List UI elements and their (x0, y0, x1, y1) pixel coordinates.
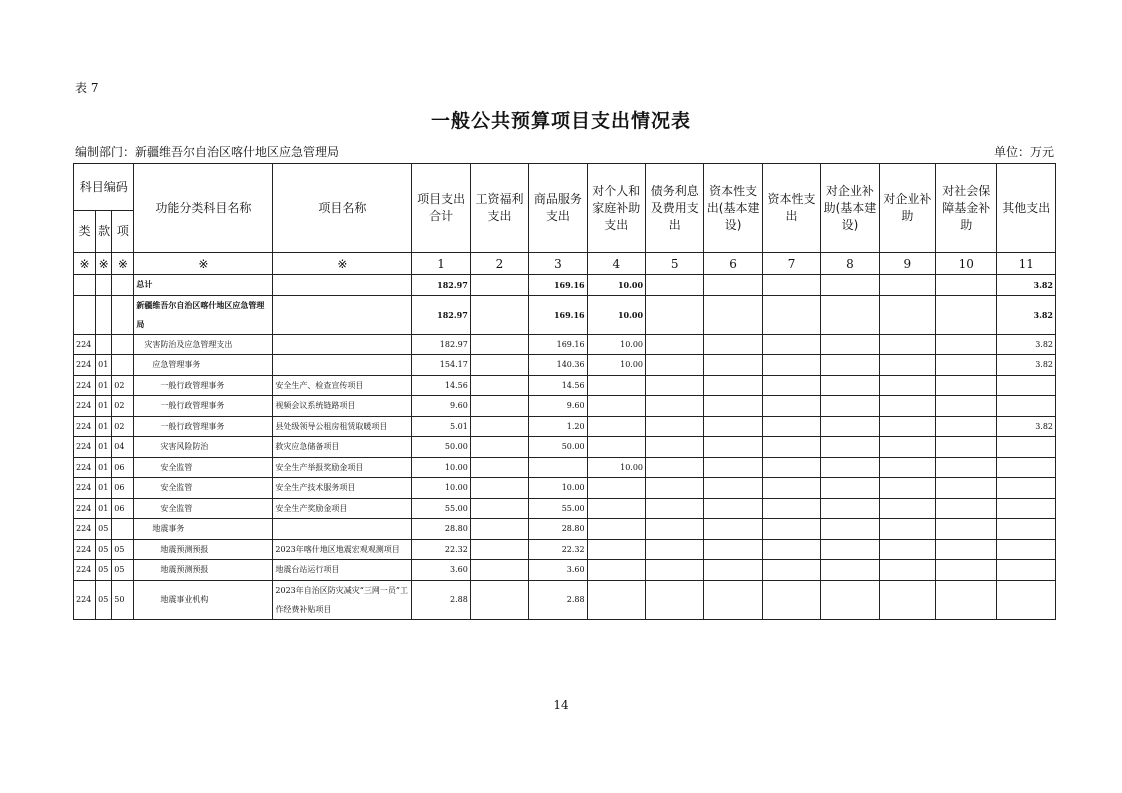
cell-c8 (821, 295, 879, 334)
cell-func: 地震事务 (134, 519, 273, 540)
table-row (74, 396, 1056, 417)
cell-c11: 3.82 (997, 355, 1056, 376)
cell-c2 (470, 416, 528, 437)
cell-kuan (96, 334, 112, 355)
cell-c6 (704, 355, 762, 376)
cell-kuan: 01 (96, 375, 112, 396)
cell-c5 (646, 334, 704, 355)
column-index-cell: ※ (134, 253, 273, 275)
cell-c5 (646, 396, 704, 417)
cell-lei: 224 (74, 580, 96, 619)
cell-c11 (997, 580, 1056, 619)
cell-c8 (821, 519, 879, 540)
cell-c2 (470, 334, 528, 355)
cell-c8 (821, 396, 879, 417)
cell-c2 (470, 519, 528, 540)
header-lei: 类 (74, 211, 96, 253)
cell-c9 (879, 437, 935, 458)
cell-xiang: 06 (112, 478, 134, 499)
cell-c11: 3.82 (997, 295, 1056, 334)
column-index-cell: 7 (762, 253, 820, 275)
cell-proj: 2023年自治区防灾减灾“三网一员”工作经费补贴项目 (273, 580, 412, 619)
cell-func: 安全监管 (134, 478, 273, 499)
cell-c8 (821, 539, 879, 560)
cell-c4 (587, 437, 645, 458)
cell-func: 总计 (134, 275, 273, 296)
cell-c1: 50.00 (412, 437, 470, 458)
table-row (74, 437, 1056, 458)
cell-c10 (936, 295, 997, 334)
cell-c10 (936, 498, 997, 519)
cell-kuan: 01 (96, 498, 112, 519)
cell-c6 (704, 580, 762, 619)
cell-c3: 169.16 (529, 295, 587, 334)
cell-c3: 2.88 (529, 580, 587, 619)
page-title: 一般公共预算项目支出情况表 (430, 110, 691, 132)
cell-c4: 10.00 (587, 457, 645, 478)
cell-c2 (470, 275, 528, 296)
cell-c9 (879, 416, 935, 437)
cell-kuan: 01 (96, 355, 112, 376)
cell-func: 一般行政管理事务 (134, 416, 273, 437)
cell-c10 (936, 457, 997, 478)
cell-xiang: 50 (112, 580, 134, 619)
header-c4: 对个人和家庭补助支出 (587, 164, 645, 253)
cell-c2 (470, 560, 528, 581)
cell-c7 (762, 355, 820, 376)
cell-c11 (997, 375, 1056, 396)
column-index-cell: 2 (470, 253, 528, 275)
cell-lei: 224 (74, 478, 96, 499)
cell-c7 (762, 416, 820, 437)
cell-c1: 5.01 (412, 416, 470, 437)
cell-c1: 10.00 (412, 457, 470, 478)
cell-c4: 10.00 (587, 275, 645, 296)
cell-c9 (879, 478, 935, 499)
cell-c2 (470, 375, 528, 396)
header-c3: 商品服务支出 (529, 164, 587, 253)
column-index-cell: 3 (529, 253, 587, 275)
cell-c7 (762, 478, 820, 499)
cell-kuan: 01 (96, 416, 112, 437)
cell-c10 (936, 416, 997, 437)
cell-xiang (112, 275, 134, 296)
cell-xiang (112, 355, 134, 376)
cell-c7 (762, 437, 820, 458)
cell-func: 地震预测预报 (134, 560, 273, 581)
cell-lei: 224 (74, 437, 96, 458)
cell-c3: 55.00 (529, 498, 587, 519)
cell-c1: 10.00 (412, 478, 470, 499)
table-number: 表 7 (75, 81, 99, 95)
cell-c4 (587, 396, 645, 417)
cell-c3: 10.00 (529, 478, 587, 499)
cell-c9 (879, 355, 935, 376)
cell-c9 (879, 375, 935, 396)
cell-c3 (529, 457, 587, 478)
cell-c8 (821, 560, 879, 581)
cell-kuan (96, 275, 112, 296)
cell-c8 (821, 478, 879, 499)
cell-c9 (879, 560, 935, 581)
column-index-row (74, 253, 1056, 275)
cell-c10 (936, 355, 997, 376)
cell-c10 (936, 437, 997, 458)
table-row (74, 416, 1056, 437)
cell-c11 (997, 396, 1056, 417)
total-row (74, 275, 1056, 296)
header-subject-code: 科目编码 (74, 164, 134, 211)
cell-c7 (762, 375, 820, 396)
cell-c1: 28.80 (412, 519, 470, 540)
cell-c8 (821, 355, 879, 376)
cell-c3: 3.60 (529, 560, 587, 581)
table-row (74, 355, 1056, 376)
cell-xiang: 02 (112, 375, 134, 396)
cell-func: 灾害风险防治 (134, 437, 273, 458)
header-func-name: 功能分类科目名称 (134, 164, 273, 253)
header-proj-name: 项目名称 (273, 164, 412, 253)
cell-c4 (587, 519, 645, 540)
table-row (74, 457, 1056, 478)
table-row (74, 478, 1056, 499)
cell-xiang: 04 (112, 437, 134, 458)
cell-xiang: 02 (112, 396, 134, 417)
cell-c2 (470, 580, 528, 619)
cell-c10 (936, 334, 997, 355)
cell-c1: 2.88 (412, 580, 470, 619)
column-index-cell: 5 (646, 253, 704, 275)
cell-c10 (936, 275, 997, 296)
cell-xiang: 02 (112, 416, 134, 437)
cell-c8 (821, 498, 879, 519)
cell-c9 (879, 539, 935, 560)
cell-c2 (470, 295, 528, 334)
cell-c8 (821, 580, 879, 619)
cell-c11 (997, 478, 1056, 499)
cell-c5 (646, 478, 704, 499)
cell-c11: 3.82 (997, 275, 1056, 296)
cell-proj: 视频会议系统链路项目 (273, 396, 412, 417)
cell-c1: 154.17 (412, 355, 470, 376)
cell-proj: 地震台站运行项目 (273, 560, 412, 581)
cell-c5 (646, 416, 704, 437)
cell-c6 (704, 478, 762, 499)
cell-c11 (997, 498, 1056, 519)
column-index-cell: 6 (704, 253, 762, 275)
column-index-cell: 4 (587, 253, 645, 275)
cell-xiang: 05 (112, 560, 134, 581)
cell-proj: 安全生产奖励金项目 (273, 498, 412, 519)
cell-c4 (587, 416, 645, 437)
cell-kuan: 01 (96, 396, 112, 417)
cell-c1: 182.97 (412, 295, 470, 334)
cell-kuan: 01 (96, 437, 112, 458)
unit-label: 单位：万元 (993, 145, 1054, 159)
cell-c10 (936, 396, 997, 417)
cell-c10 (936, 580, 997, 619)
cell-proj (273, 295, 412, 334)
cell-lei: 224 (74, 457, 96, 478)
cell-proj: 2023年喀什地区地震宏观观测项目 (273, 539, 412, 560)
cell-c7 (762, 519, 820, 540)
cell-c4 (587, 580, 645, 619)
header-c11: 其他支出 (997, 164, 1056, 253)
cell-c6 (704, 375, 762, 396)
cell-c7 (762, 295, 820, 334)
cell-xiang (112, 295, 134, 334)
cell-c4 (587, 539, 645, 560)
cell-c6 (704, 295, 762, 334)
cell-lei: 224 (74, 375, 96, 396)
cell-c1: 182.97 (412, 334, 470, 355)
header-c7: 资本性支出 (762, 164, 820, 253)
column-index-cell: ※ (74, 253, 96, 275)
cell-c1: 182.97 (412, 275, 470, 296)
header-c2: 工资福利支出 (470, 164, 528, 253)
cell-xiang (112, 334, 134, 355)
cell-c2 (470, 498, 528, 519)
cell-c6 (704, 457, 762, 478)
cell-c8 (821, 457, 879, 478)
cell-c5 (646, 519, 704, 540)
cell-c11: 3.82 (997, 416, 1056, 437)
cell-xiang: 06 (112, 457, 134, 478)
cell-c5 (646, 580, 704, 619)
column-index-cell: 1 (412, 253, 470, 275)
header-c5: 债务利息及费用支出 (646, 164, 704, 253)
cell-c4 (587, 478, 645, 499)
cell-func: 安全监管 (134, 498, 273, 519)
cell-c5 (646, 560, 704, 581)
cell-c8 (821, 437, 879, 458)
cell-c10 (936, 539, 997, 560)
cell-c4 (587, 560, 645, 581)
cell-c4: 10.00 (587, 355, 645, 376)
cell-c8 (821, 334, 879, 355)
cell-proj: 安全生产技术服务项目 (273, 478, 412, 499)
header-kuan: 款 (96, 211, 112, 253)
cell-c3: 28.80 (529, 519, 587, 540)
expenditure-table (73, 163, 1056, 620)
cell-c3: 50.00 (529, 437, 587, 458)
cell-func: 地震事业机构 (134, 580, 273, 619)
cell-c11 (997, 539, 1056, 560)
cell-c2 (470, 355, 528, 376)
cell-c11 (997, 437, 1056, 458)
cell-lei (74, 295, 96, 334)
cell-c6 (704, 498, 762, 519)
header-c10: 对社会保障基金补助 (936, 164, 997, 253)
cell-c3: 1.20 (529, 416, 587, 437)
table-row (74, 375, 1056, 396)
cell-func: 安全监管 (134, 457, 273, 478)
cell-proj: 安全生产、检查宣传项目 (273, 375, 412, 396)
cell-c9 (879, 275, 935, 296)
cell-c3: 14.56 (529, 375, 587, 396)
cell-c11 (997, 457, 1056, 478)
cell-c5 (646, 275, 704, 296)
cell-c11 (997, 560, 1056, 581)
cell-c3: 22.32 (529, 539, 587, 560)
cell-c6 (704, 334, 762, 355)
cell-func: 一般行政管理事务 (134, 396, 273, 417)
cell-c5 (646, 539, 704, 560)
header-c9: 对企业补助 (879, 164, 935, 253)
cell-proj (273, 355, 412, 376)
cell-c7 (762, 275, 820, 296)
cell-proj (273, 275, 412, 296)
cell-c9 (879, 457, 935, 478)
cell-lei: 224 (74, 560, 96, 581)
cell-c2 (470, 478, 528, 499)
cell-c8 (821, 275, 879, 296)
cell-c10 (936, 519, 997, 540)
cell-proj (273, 519, 412, 540)
table-row (74, 519, 1056, 540)
cell-lei: 224 (74, 334, 96, 355)
cell-xiang (112, 519, 134, 540)
cell-c7 (762, 334, 820, 355)
cell-c3: 140.36 (529, 355, 587, 376)
cell-c3: 169.16 (529, 275, 587, 296)
cell-lei: 224 (74, 519, 96, 540)
cell-c5 (646, 437, 704, 458)
cell-c1: 55.00 (412, 498, 470, 519)
cell-c9 (879, 580, 935, 619)
cell-c2 (470, 396, 528, 417)
department-label: 编制部门：新疆维吾尔自治区喀什地区应急管理局 (75, 145, 340, 159)
cell-c6 (704, 519, 762, 540)
column-index-cell: 10 (936, 253, 997, 275)
cell-c5 (646, 355, 704, 376)
cell-c2 (470, 457, 528, 478)
cell-c3: 9.60 (529, 396, 587, 417)
cell-c8 (821, 375, 879, 396)
cell-c1: 3.60 (412, 560, 470, 581)
cell-kuan: 05 (96, 539, 112, 560)
cell-func: 应急管理事务 (134, 355, 273, 376)
cell-kuan: 05 (96, 560, 112, 581)
column-index-cell: 9 (879, 253, 935, 275)
cell-kuan: 01 (96, 457, 112, 478)
cell-lei: 224 (74, 355, 96, 376)
cell-lei: 224 (74, 539, 96, 560)
table-row (74, 498, 1056, 519)
table-row (74, 560, 1056, 581)
cell-func: 灾害防治及应急管理支出 (134, 334, 273, 355)
cell-proj (273, 334, 412, 355)
header-c8: 对企业补助(基本建设) (821, 164, 879, 253)
cell-c6 (704, 437, 762, 458)
cell-func: 新疆维吾尔自治区喀什地区应急管理局 (134, 295, 273, 334)
cell-c7 (762, 396, 820, 417)
cell-proj: 救灾应急储备项目 (273, 437, 412, 458)
cell-c7 (762, 498, 820, 519)
header-c1: 项目支出合计 (412, 164, 470, 253)
cell-lei: 224 (74, 396, 96, 417)
cell-c1: 9.60 (412, 396, 470, 417)
table-row (74, 539, 1056, 560)
cell-c7 (762, 560, 820, 581)
table-row (74, 580, 1056, 619)
cell-c6 (704, 539, 762, 560)
cell-c5 (646, 457, 704, 478)
cell-c1: 14.56 (412, 375, 470, 396)
cell-c7 (762, 457, 820, 478)
header-xiang: 项 (112, 211, 134, 253)
cell-c6 (704, 275, 762, 296)
column-index-cell: ※ (96, 253, 112, 275)
cell-func: 一般行政管理事务 (134, 375, 273, 396)
column-index-cell: ※ (273, 253, 412, 275)
column-index-cell: 11 (997, 253, 1056, 275)
cell-c11: 3.82 (997, 334, 1056, 355)
cell-c2 (470, 437, 528, 458)
cell-c5 (646, 498, 704, 519)
page-number: 14 (553, 698, 569, 712)
cell-c6 (704, 416, 762, 437)
cell-proj: 安全生产举报奖励金项目 (273, 457, 412, 478)
cell-c10 (936, 560, 997, 581)
column-index-cell: 8 (821, 253, 879, 275)
cell-kuan (96, 295, 112, 334)
cell-kuan: 05 (96, 519, 112, 540)
cell-c4: 10.00 (587, 295, 645, 334)
cell-c2 (470, 539, 528, 560)
cell-c10 (936, 478, 997, 499)
cell-kuan: 05 (96, 580, 112, 619)
cell-c6 (704, 560, 762, 581)
cell-xiang: 06 (112, 498, 134, 519)
cell-c11 (997, 519, 1056, 540)
cell-c6 (704, 396, 762, 417)
cell-c9 (879, 396, 935, 417)
cell-c4 (587, 498, 645, 519)
cell-c8 (821, 416, 879, 437)
cell-c9 (879, 334, 935, 355)
cell-c5 (646, 375, 704, 396)
cell-func: 地震预测预报 (134, 539, 273, 560)
header-c6: 资本性支出(基本建设) (704, 164, 762, 253)
cell-c4: 10.00 (587, 334, 645, 355)
cell-c10 (936, 375, 997, 396)
cell-kuan: 01 (96, 478, 112, 499)
cell-c9 (879, 498, 935, 519)
column-index-cell: ※ (112, 253, 134, 275)
table-row (74, 295, 1056, 334)
table-row (74, 334, 1056, 355)
cell-lei (74, 275, 96, 296)
cell-c3: 169.16 (529, 334, 587, 355)
cell-lei: 224 (74, 498, 96, 519)
cell-xiang: 05 (112, 539, 134, 560)
cell-c9 (879, 295, 935, 334)
cell-c7 (762, 580, 820, 619)
cell-c1: 22.32 (412, 539, 470, 560)
cell-c4 (587, 375, 645, 396)
cell-proj: 县处级领导公租房租赁取暖项目 (273, 416, 412, 437)
cell-c7 (762, 539, 820, 560)
cell-c5 (646, 295, 704, 334)
cell-c9 (879, 519, 935, 540)
cell-lei: 224 (74, 416, 96, 437)
